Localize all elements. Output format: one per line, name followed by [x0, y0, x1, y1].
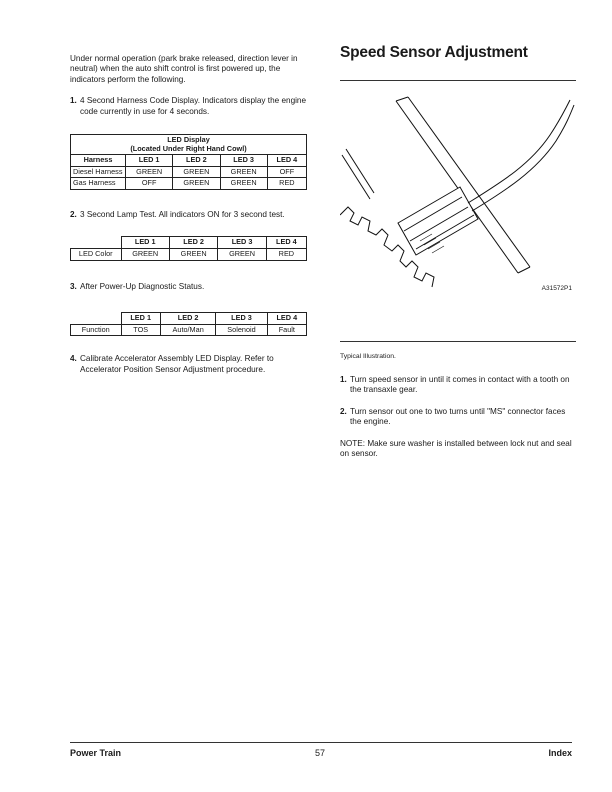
procedure-steps [340, 375, 576, 459]
table-row: Function TOS Auto/Man Solenoid Fault [71, 324, 307, 336]
step-text: Turn speed sensor in until it comes in contact with a tooth on the transaxle gear. [350, 375, 570, 395]
step-number: 2. [340, 406, 347, 416]
left-column [70, 54, 308, 375]
step-2 [70, 210, 308, 220]
table-header-row: LED 1 LED 2 LED 3 LED 4 [71, 237, 307, 249]
figure-code: A31572P1 [541, 285, 572, 292]
step-text: Calibrate Accelerator Assembly LED Display. Refer to Accelerator Position Sensor Adjustment procedure. [80, 354, 274, 374]
page-number: 57 [315, 748, 326, 758]
procedure-step [340, 375, 576, 396]
step-number: 1. [70, 96, 77, 106]
intro-paragraph: Under normal operation (park brake released, direction lever in neutral) when the auto shift control is first powered up, the indicators perform the following. [70, 54, 298, 84]
note-text: Make sure washer is installed between lock nut and seal on sensor. [340, 438, 572, 459]
page-footer [70, 742, 572, 758]
step-text: 3 Second Lamp Test. All indicators ON for 3 second test. [80, 210, 285, 219]
harness-code-table [70, 134, 307, 190]
table-row: Gas Harness OFF GREEN GREEN RED [71, 178, 307, 190]
footer-section: Power Train [70, 748, 122, 758]
step-number: 4. [70, 354, 77, 364]
right-column [340, 44, 576, 459]
figure-caption: Typical Illustration. [340, 353, 396, 360]
step-text: Turn sensor out one to two turns until "MS" connector faces the engine. [350, 406, 566, 427]
table-header-row: Harness LED 1 LED 2 LED 3 LED 4 [71, 155, 307, 167]
table-row: LED Color GREEN GREEN GREEN RED [71, 249, 307, 261]
step-4 [70, 354, 308, 375]
table-row: Diesel Harness GREEN GREEN GREEN OFF [71, 166, 307, 178]
figure-rule [340, 341, 576, 342]
lamp-test-table [70, 236, 307, 260]
table-header-row: LED 1 LED 2 LED 3 LED 4 [71, 313, 307, 325]
note-label: NOTE: [340, 438, 366, 448]
step-number: 3. [70, 281, 77, 291]
step-number: 1. [340, 375, 347, 384]
index-link[interactable]: Index [548, 748, 572, 758]
title-rule [340, 80, 576, 81]
step-text: 4 Second Harness Code Display. Indicators display the engine code currently in use for 4 seconds. [80, 96, 307, 116]
section-title: Speed Sensor Adjustment [340, 44, 528, 61]
procedure-step [340, 407, 576, 428]
diagnostic-status-table [70, 312, 307, 336]
speed-sensor-figure [340, 95, 576, 295]
speed-sensor-illustration [340, 95, 576, 295]
step-1 [70, 96, 308, 117]
step-text: After Power-Up Diagnostic Status. [80, 281, 205, 291]
note [340, 439, 576, 460]
step-3 [70, 282, 308, 292]
table-title: LED Display (Located Under Right Hand Cowl) [71, 135, 307, 155]
step-number: 2. [70, 210, 77, 219]
